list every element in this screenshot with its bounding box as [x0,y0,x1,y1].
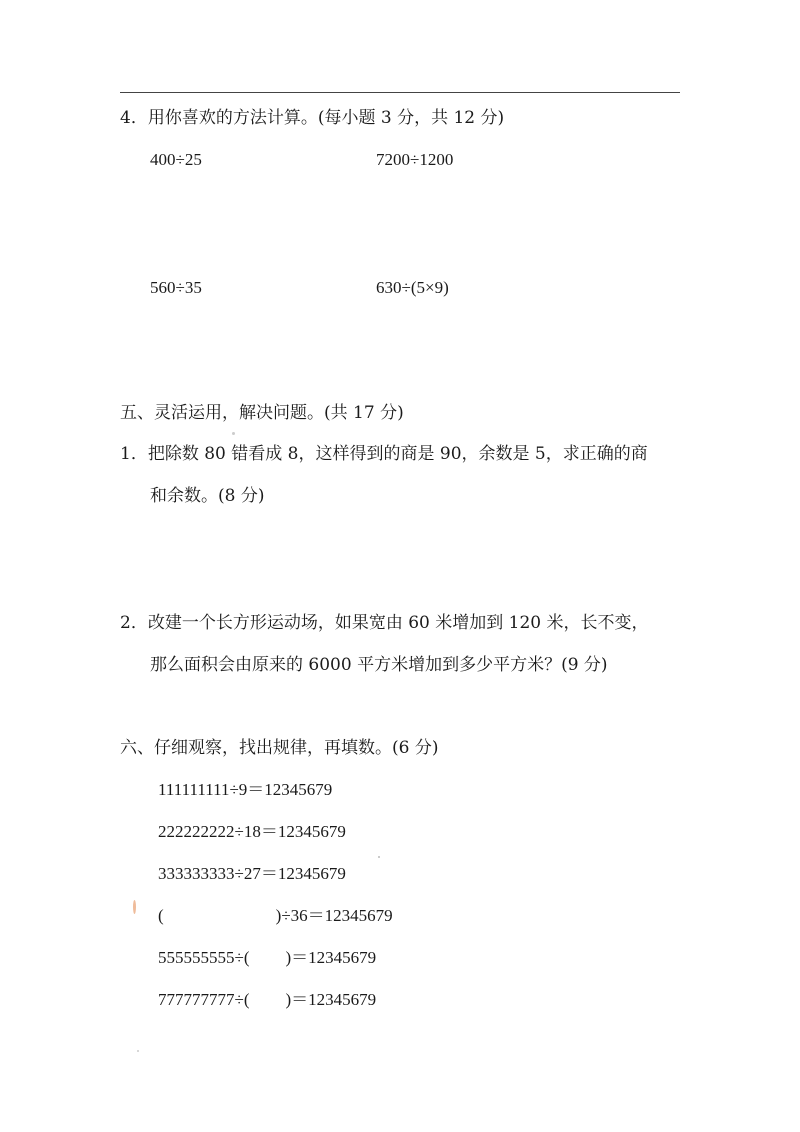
question-1-line-2: 和余数。(8 分) [150,486,265,506]
equation-5-rest: )＝12345679 [285,948,377,967]
scan-speck [378,856,380,858]
section6-title: 六、仔细观察，找出规律，再填数。(6 分) [120,738,439,758]
top-divider [120,92,680,93]
equation-4-rest: )÷36＝12345679 [275,906,393,925]
equation-2: 222222222÷18＝12345679 [158,822,346,841]
question-1-line-1: 1．把除数 80 错看成 8，这样得到的商是 90，余数是 5，求正确的商 [120,444,648,464]
equation-1: 111111111÷9＝12345679 [158,780,333,799]
equation-6-lead: 777777777÷( [158,990,250,1009]
equation-6-rest: )＝12345679 [285,990,377,1009]
equation-4 [158,906,393,926]
problem-1: 400÷25 [150,150,202,169]
equation-5 [158,948,376,968]
scan-speck [133,900,136,914]
equation-5-lead: 555555555÷( [158,948,250,967]
problem-3: 560÷35 [150,278,202,297]
question-2-line-2: 那么面积会由原来的 6000 平方米增加到多少平方米？(9 分) [150,655,608,675]
problem-4: 630÷(5×9) [376,278,449,297]
scan-speck [137,1050,139,1052]
scan-speck [232,432,235,435]
section5-title: 五、灵活运用，解决问题。(共 17 分) [120,403,404,423]
question-2-line-1: 2．改建一个长方形运动场，如果宽由 60 米增加到 120 米，长不变， [120,613,649,633]
equation-4-open: ( [158,906,164,925]
section4-title: 4．用你喜欢的方法计算。(每小题 3 分，共 12 分) [120,108,505,128]
problem-2: 7200÷1200 [376,150,454,169]
equation-3: 333333333÷27＝12345679 [158,864,346,883]
equation-6 [158,990,376,1010]
